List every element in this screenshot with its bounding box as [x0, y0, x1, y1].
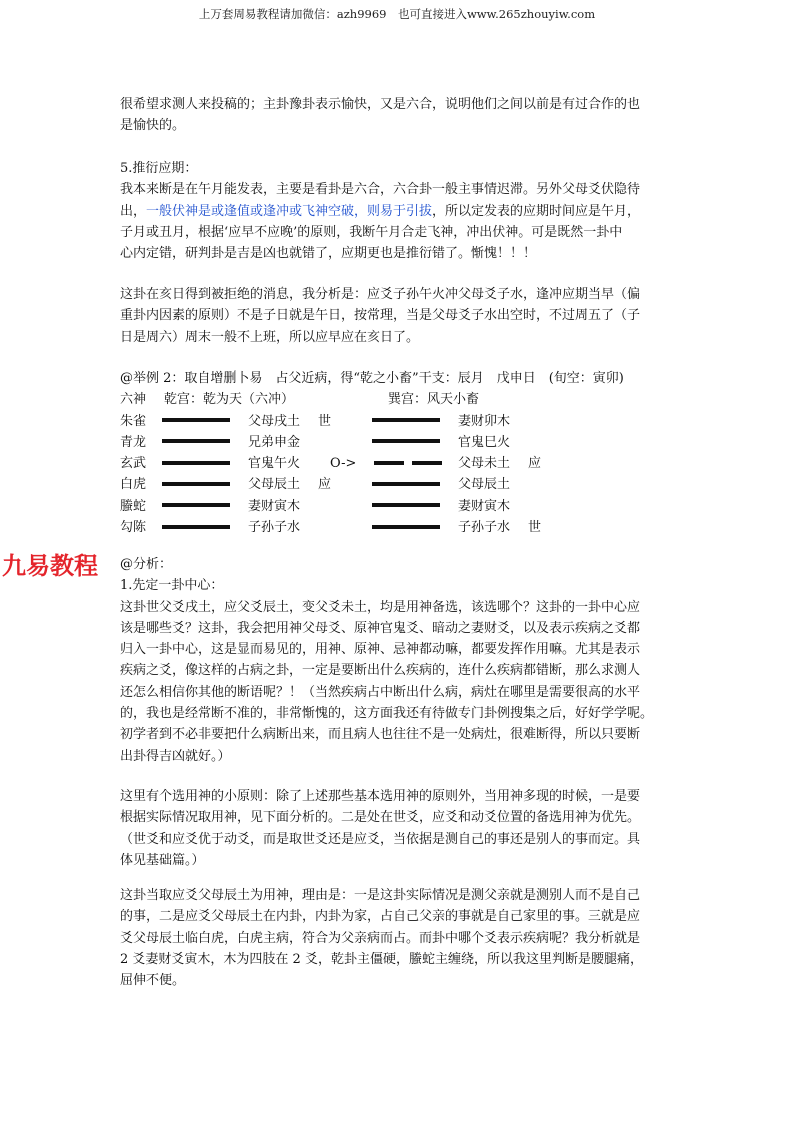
change-shi-ying-mark: 世	[528, 520, 542, 536]
yang-line-icon	[162, 411, 230, 432]
text-line: 初学者到不必非要把什么病断出来，而且病人也往往不是一处病灶，很难断得，所以只要断	[120, 727, 641, 743]
text-line: 屈伸不便。	[120, 973, 186, 989]
change-gua-name: 巽宫：风天小畜	[388, 392, 480, 408]
change-yao-label: 子孙子水	[458, 520, 511, 536]
main-yao-label: 父母辰土	[248, 477, 301, 493]
hexagram-row	[120, 496, 680, 517]
paragraph-5	[120, 786, 680, 871]
text-line: 这卦世父爻戌土，应父爻辰土，变父爻未土，均是用神备选，该选哪个？这卦的一卦中心应	[120, 599, 641, 615]
text-line: 的，我也是经常断不准的，非常惭愧的，这方面我还有待做专门卦例搜集之后，好好学学呢。	[120, 706, 654, 722]
section-5	[120, 158, 680, 264]
text-line: 重卦内因素的原则）不是子日就是午日，按常理，当是父母爻子水出空时，不过周五了（子	[120, 308, 641, 324]
liushen-header: 六神	[120, 392, 147, 408]
hexagram-row	[120, 411, 680, 432]
text-line: 归入一卦中心，这是显而易见的，用神、原神、忌神都动嘛，都要发挥作用嘛。尤其是表示	[120, 642, 641, 658]
text-line: 心内定错，研判卦是吉是凶也就错了，应期更也是推衍错了。惭愧！！！	[120, 246, 537, 262]
hexagram-row	[120, 517, 680, 538]
example-title: @举例 2：取自增删卜易 占父近病，得“乾之小畜”干支：辰月 戊申日 (旬空：寅卯)	[120, 371, 624, 386]
subsection-title: 1.先定一卦中心：	[120, 578, 224, 594]
yang-line-icon	[372, 496, 440, 517]
paragraph-6	[120, 885, 680, 991]
liushen-label: 白虎	[120, 477, 147, 493]
main-yao-label: 子孙子水	[248, 520, 301, 536]
text-segment: ，所以定发表的应期时间应是午月，	[432, 203, 641, 219]
hexagram-row	[120, 432, 680, 453]
text-line	[120, 201, 680, 222]
page-header: 上万套周易教程请加微信：azh9969 也可直接进入www.265zhouyiw.com	[198, 7, 596, 21]
text-line: 这卦在亥日得到被拒绝的消息，我分析是：应爻子孙午火冲父母爻子水，逢冲应期当早（偏	[120, 287, 641, 302]
hexagram-header	[120, 389, 680, 410]
section-title: 5.推衍应期：	[120, 161, 198, 176]
moving-arrow: O->	[330, 456, 357, 472]
yang-line-icon	[162, 496, 230, 517]
text-line: 2 爻妻财爻寅木，木为四肢在 2 爻，乾卦主僵硬，螣蛇主缠绕，所以我这里判断是腰腿痛，	[120, 951, 643, 967]
text-line: 根据实际情况取用神，见下面分析的。二是处在世爻，应爻和动爻位置的备选用神为优先。	[120, 810, 641, 826]
yang-line-icon	[372, 411, 440, 432]
main-gua-name: 乾宫：乾为天（六冲）	[164, 392, 295, 408]
text-line: （世爻和应爻优于动爻，而是取世爻还是应爻，当依据是测自己的事还是别人的事而定。具	[120, 831, 641, 847]
highlighted-text: 一般伏神是或逢值或逢冲或飞神空破，则易于引拔	[146, 203, 433, 219]
text-line: 爻父母辰土临白虎，白虎主病，符合为父亲病而占。而卦中哪个爻表示疾病呢？我分析就是	[120, 930, 641, 946]
liushen-label: 勾陈	[120, 520, 147, 536]
main-yao-label: 官鬼午火	[248, 456, 301, 472]
analysis-title: @分析：	[120, 557, 173, 572]
text-line: 很希望求测人来投稿的；主卦豫卦表示愉快，又是六合，说明他们之间以前是有过合作的也	[120, 97, 641, 112]
text-line: 出卦得吉凶就好。）	[120, 748, 231, 764]
yang-line-icon	[162, 453, 230, 474]
yang-line-icon	[372, 432, 440, 453]
paragraph-1	[120, 94, 680, 137]
text-line: 体见基础篇。）	[120, 852, 205, 868]
liushen-label: 朱雀	[120, 413, 147, 429]
yin-line-icon	[374, 453, 442, 474]
example-2	[120, 368, 680, 538]
liushen-label: 青龙	[120, 434, 147, 450]
yang-line-icon	[372, 474, 440, 495]
main-yao-label: 兄弟申金	[248, 434, 301, 450]
shi-ying-mark: 应	[318, 477, 332, 493]
paragraph-3	[120, 284, 680, 348]
analysis	[120, 554, 680, 767]
yang-line-icon	[162, 474, 230, 495]
text-line: 还怎么相信你其他的断语呢？！（当然疾病占中断出什么病，病灶在哪里是需要很高的水平	[120, 684, 641, 700]
hexagram-row	[120, 453, 680, 474]
yang-line-icon	[162, 517, 230, 538]
shi-ying-mark: 世	[318, 413, 332, 429]
text-line: 疾病之爻，像这样的占病之卦，一定是要断出什么疾病的，连什么疾病都错断，那么求测人	[120, 663, 641, 679]
text-line: 该是哪些爻？这卦，我会把用神父母爻、原神官鬼爻、暗动之妻财爻，以及表示疾病之爻都	[120, 620, 641, 636]
change-shi-ying-mark: 应	[528, 456, 542, 472]
watermark-logo: 九易教程	[2, 552, 98, 580]
text-line: 的事，二是应爻父母辰土在内卦，内卦为家，占自己父亲的事就是自己家里的事。三就是应	[120, 909, 641, 925]
change-yao-label: 妻财卯木	[458, 413, 511, 429]
text-line: 这卦当取应爻父母辰土为用神，理由是：一是这卦实际情况是测父亲就是测别人而不是自己	[120, 888, 641, 903]
text-line: 子月或丑月，根据‘应早不应晚’的原则，我断午月合走飞神，冲出伏神。可是既然一卦中	[120, 224, 623, 240]
liushen-label: 螣蛇	[120, 498, 147, 514]
change-yao-label: 官鬼巳火	[458, 434, 511, 450]
text-line: 是愉快的。	[120, 118, 186, 134]
main-yao-label: 妻财寅木	[248, 498, 301, 514]
hexagram-row	[120, 474, 680, 495]
liushen-label: 玄武	[120, 456, 147, 472]
text-segment: 出，	[120, 203, 147, 219]
text-line: 我本来断是在午月能发表，主要是看卦是六合，六合卦一般主事情迟滞。另外父母爻伏隐待	[120, 182, 641, 198]
change-yao-label: 妻财寅木	[458, 498, 511, 514]
hexagram-rows	[120, 411, 680, 539]
yang-line-icon	[372, 517, 440, 538]
change-yao-label: 父母未土	[458, 456, 511, 472]
text-line: 这里有个选用神的小原则：除了上述那些基本选用神的原则外，当用神多现的时候，一是要	[120, 789, 641, 804]
text-line: 日是周六）周末一般不上班，所以应早应在亥日了。	[120, 329, 420, 345]
main-yao-label: 父母戌土	[248, 413, 301, 429]
yang-line-icon	[162, 432, 230, 453]
change-yao-label: 父母辰土	[458, 477, 511, 493]
